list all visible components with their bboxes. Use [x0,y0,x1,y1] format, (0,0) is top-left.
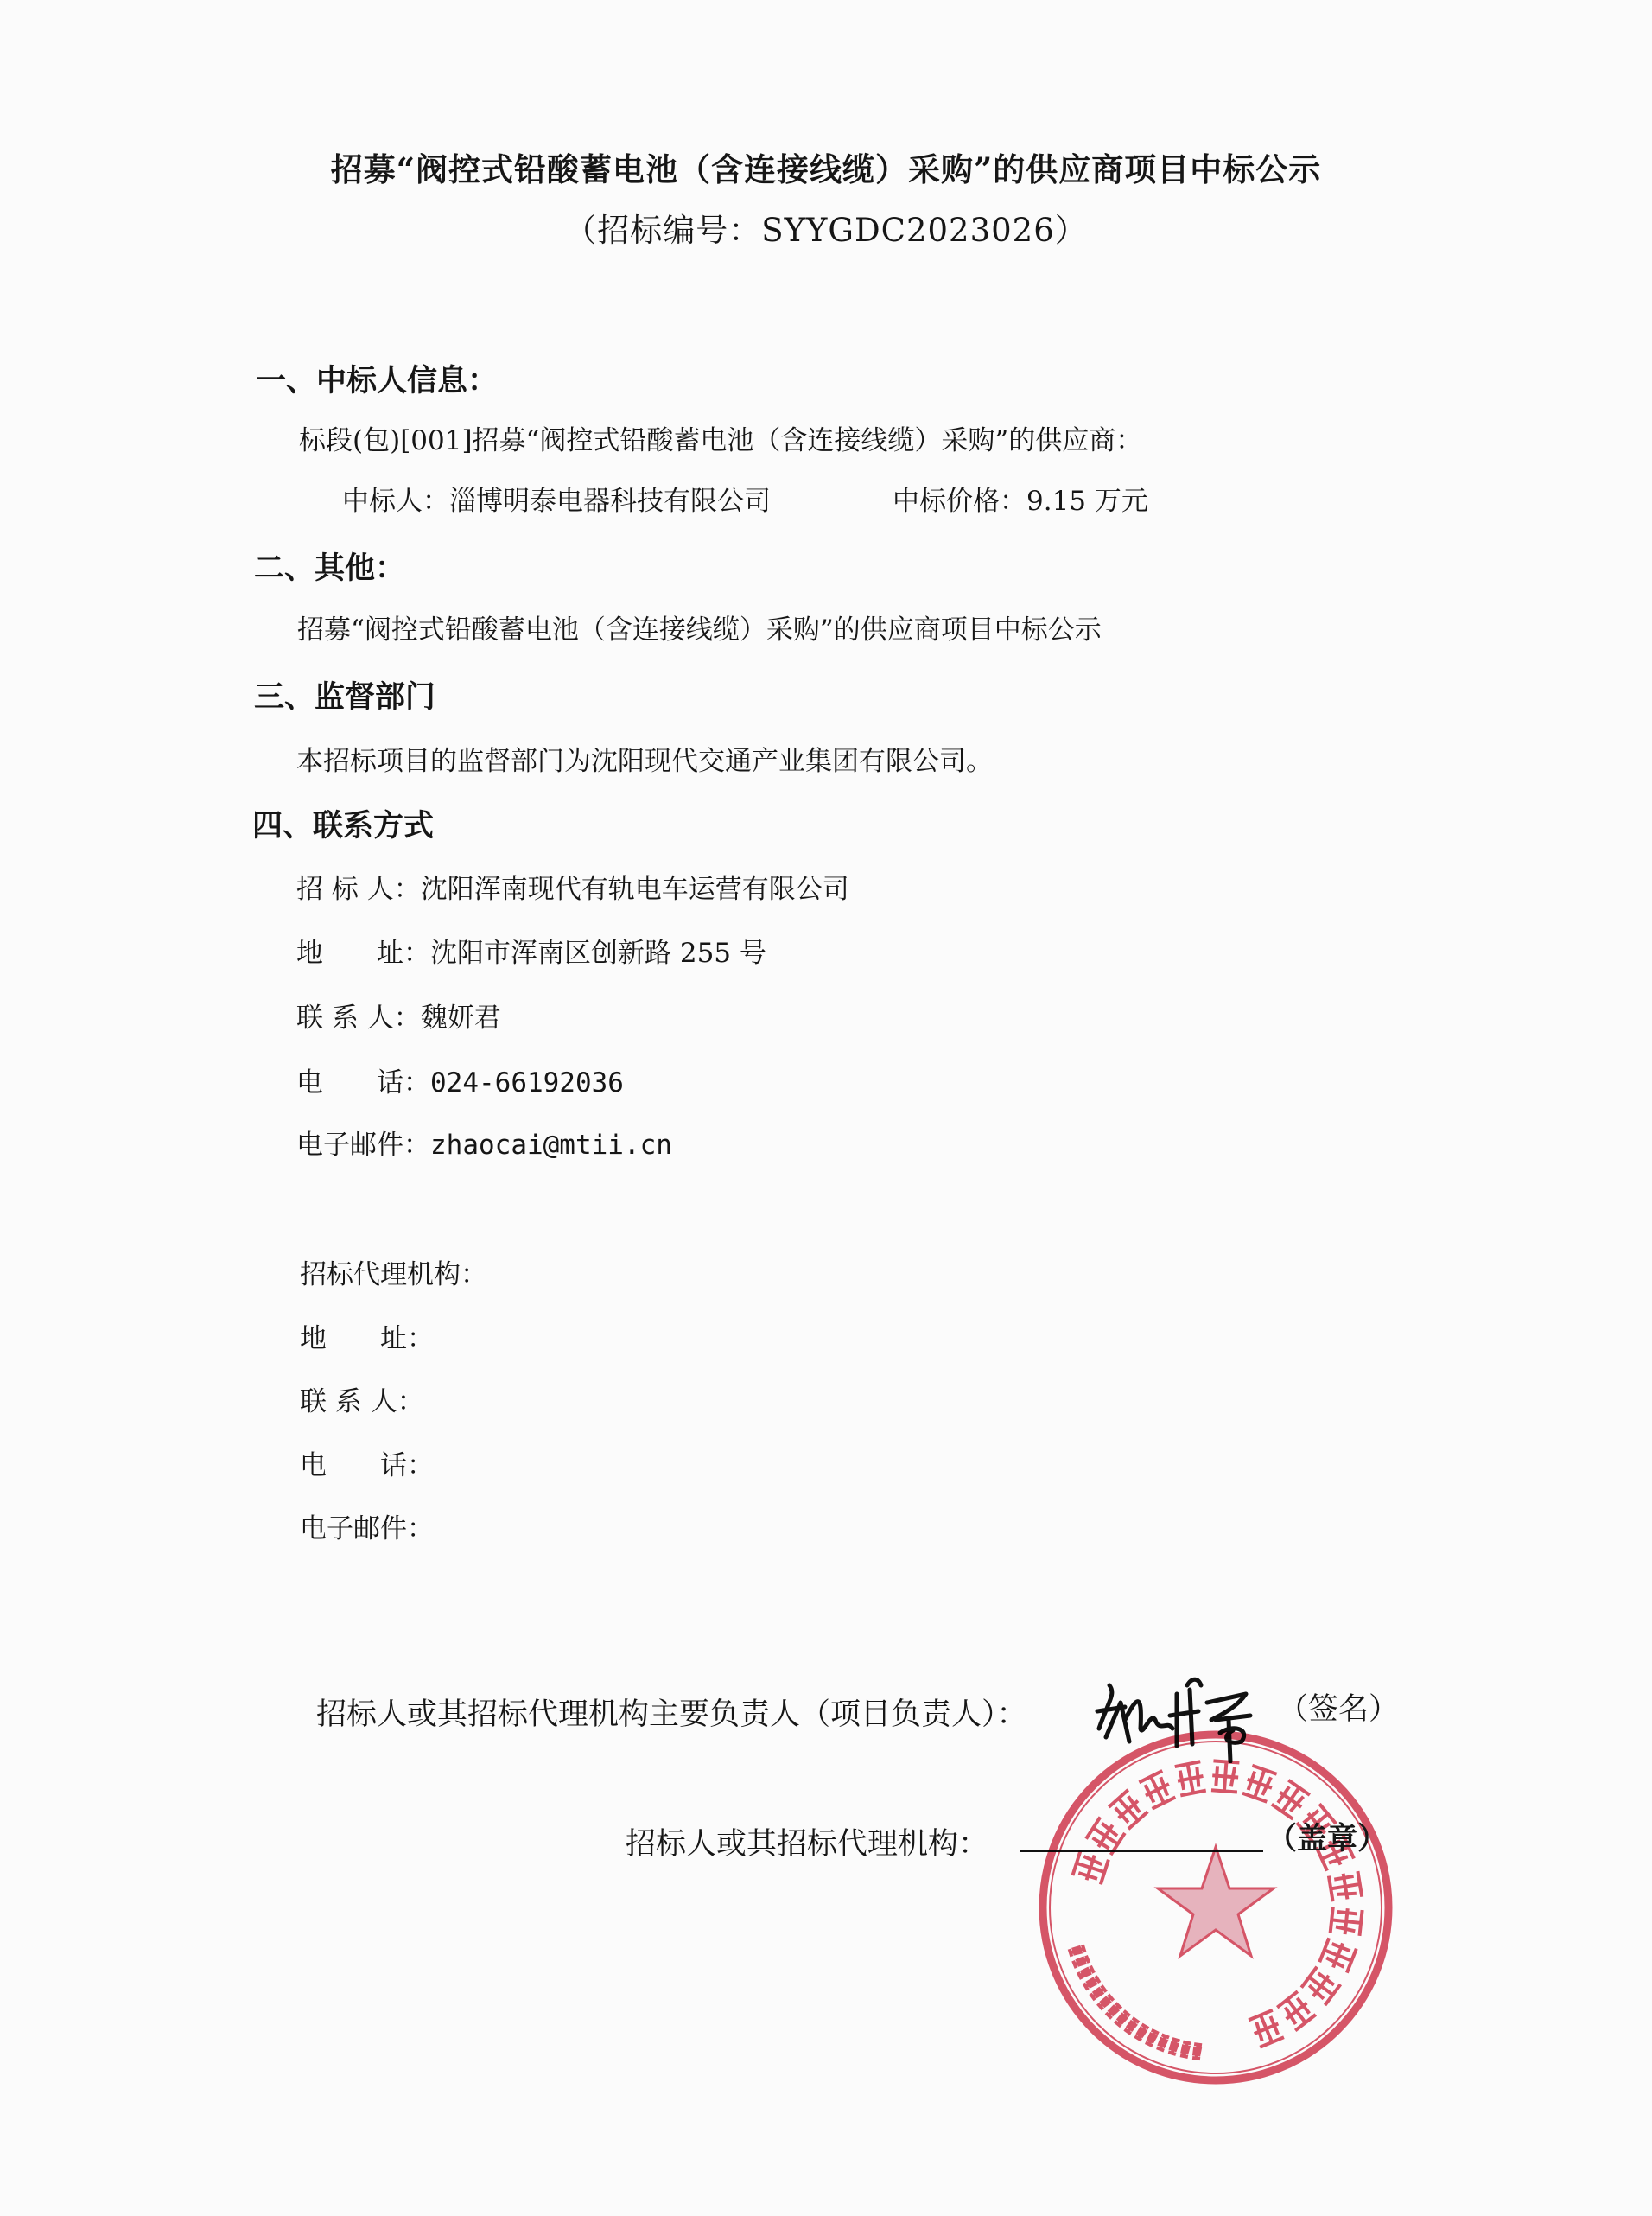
section4-heading: 四、联系方式 [252,808,435,844]
seal-code-digit [1083,1976,1099,1990]
contact-value: 沈阳浑南现代有轨电车运营有限公司 [420,874,849,905]
org-label: 招标人或其招标代理机构： [626,1827,989,1862]
seal-character [1301,1967,1340,2005]
seal-character [1242,1766,1277,1802]
seal-code-digit [1090,1985,1106,2000]
winner-label: 中标人： [342,486,449,517]
seal-character [1277,1991,1316,2030]
sign-suffix: （签名） [1278,1692,1400,1727]
contact-label: 电子邮件： [296,1130,430,1161]
seal-character [1272,1780,1310,1819]
seal-code-digit [1125,2018,1140,2034]
section1-heading: 一、中标人信息： [256,363,499,398]
agency-label: 电 话： [300,1450,434,1481]
bid-number: （招标编号：SYYGDC2023026） [564,212,1088,249]
seal-code-digit [1180,2042,1191,2058]
agency-label: 地 址： [300,1323,434,1354]
contact-label: 招 标 人： [296,874,421,905]
seal-character [1139,1771,1175,1809]
lot-line: 标段(包)[001]招募“阀控式铅酸蓄电池（含连接线缆）采购”的供应商： [299,425,1143,456]
official-seal [1032,1724,1399,2091]
contact-label: 电 话： [296,1067,430,1098]
seal-code-digit [1192,2044,1202,2059]
contact-value: 魏妍君 [420,1003,501,1034]
section2-heading: 二、其他： [254,551,406,586]
seal-suffix: （盖章） [1267,1821,1388,1856]
section2-text: 招募“阀控式铅酸蓄电池（含连接线缆）采购”的供应商项目中标公示 [297,614,1102,646]
seal-character [1175,1761,1206,1795]
seal-code-digit [1073,1956,1089,1968]
section3-text: 本招标项目的监督部门为沈阳现代交通产业集团有限公司。 [296,746,993,777]
price-label: 中标价格： [893,486,1026,517]
agency-row-person [300,1379,424,1418]
seal-character [1249,2010,1284,2047]
seal-character [1319,1938,1357,1972]
price-row [893,479,1148,518]
contact-label: 地 址： [296,938,430,969]
seal-code-digit [1115,2011,1129,2027]
seal-character [1072,1850,1108,1884]
responsible-label: 招标人或其招标代理机构主要负责人（项目负责人）： [316,1697,1027,1732]
seal-code-digit [1134,2024,1148,2040]
contact-label: 联 系 人： [296,1003,421,1034]
seal-code-digit [1146,2030,1159,2046]
contact-row-email [296,1123,672,1162]
contact-row-address [296,931,766,970]
seal-character [1329,1871,1362,1901]
price-value: 9.15 万元 [1026,486,1148,517]
winner-name: 淄博明泰电器科技有限公司 [449,486,771,517]
seal-code-digit [1168,2039,1179,2054]
agency-row-address [300,1316,434,1355]
agency-label: 电子邮件： [300,1513,434,1544]
seal-code-digit [1157,2035,1169,2050]
contact-row-phone [296,1060,624,1099]
seal-code-digit [1070,1945,1085,1956]
agency-label: 联 系 人： [300,1386,424,1417]
seal-character [1109,1790,1147,1829]
agency-row-email [300,1506,434,1545]
seal-code-digit [1078,1966,1094,1979]
contact-value: 沈阳市浑南区创新路 255 号 [430,938,766,969]
document-title: 招募“阀控式铅酸蓄电池（含连接线缆）采购”的供应商项目中标公示 [330,150,1322,188]
seal-character [1086,1817,1125,1855]
seal-character [1211,1761,1239,1792]
section3-heading: 三、监督部门 [254,679,436,715]
contact-value: zhaocai@mtii.cn [430,1130,672,1161]
star-icon [1158,1847,1274,1956]
contact-row-tenderer [296,867,849,906]
seal-character [1331,1907,1363,1935]
winner-row [342,479,771,518]
contact-value: 024-66192036 [430,1067,624,1098]
agency-row-phone [300,1443,434,1482]
contact-row-person [296,996,501,1035]
agency-heading: 招标代理机构： [300,1259,487,1290]
